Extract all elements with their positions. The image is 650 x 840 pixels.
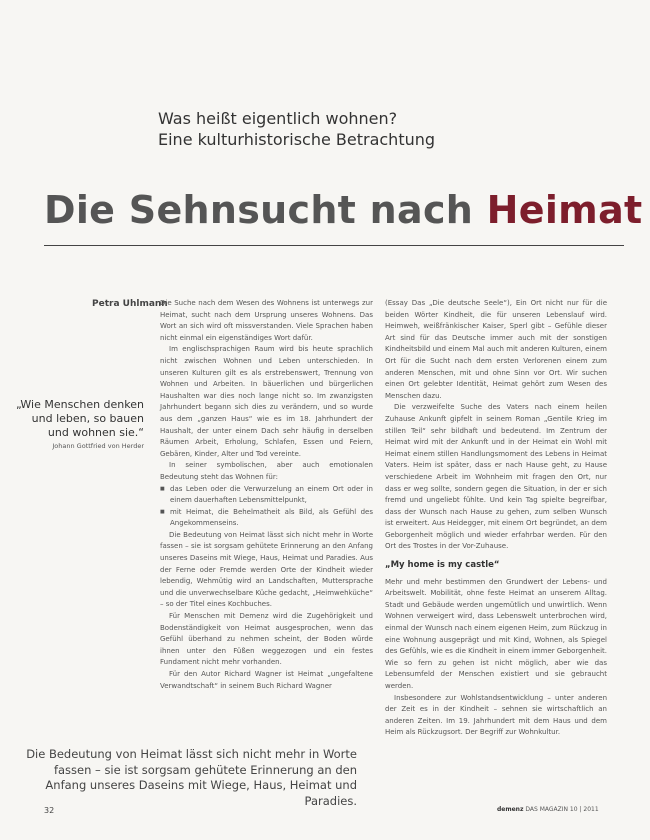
paragraph: Im englischsprachigen Raum wird bis heute sprachlich nicht zwischen Wohnen und Leben unterschieden. In unseren Kulturen gilt es als erstrebenswert, Trennung von Wohnen und Arbeiten. In bäuerlichen und bürgerlichen Haushalten war dies noch lange nicht so. Im zwanzigsten Jahrhundert begann sich dies zu verändern, und so wurde aus dem „ganzen Haus“ wie es im 18. Jahrhundert der Haushalt, der unter einem Dach sehr häufig in derselben Räumen Arbeit, Erholung, Schlafen, Essen und Feiern, Gebären, Kinder, Alter und Tod vereinte.	[160, 345, 373, 458]
bullet-item: ■ das Leben oder die Verwurzelung an einem Ort oder in einem dauerhaften Lebensmittelpunkt,	[170, 484, 373, 507]
paragraph: Für Menschen mit Demenz wird die Zugehörigkeit und Bodenständigkeit von Heimat ausgesprochen, wenn das Gefühl überhand zu nehmen scheint, der Boden würde ihnen unter den Füßen weggezogen und ein festes Fundament nicht mehr vorhanden.	[160, 612, 373, 667]
title-divider	[44, 245, 624, 246]
page-number: 32	[44, 806, 55, 815]
section-heading: „My home is my castle“	[385, 560, 500, 571]
paragraph: (Essay Das „Die deutsche Seele“), Ein Ort nicht nur für die beiden Wörter Kindheit, die für unseren Lebenslauf wird. Heimweh, weißfränkischer Kaiser, Sperl gibt – Gefühle dieser Art sind für das Deutsche immer auch mit der sonstigen Kindheitsbild und einem Mal auch mit anderen Kulturen, einem Ort für die Sucht nach dem ersten Verlorenen einem zum anderen Menschen, mit und ohne Sinn vor Ort. Wir suchen einen Ort gelebter Identität, Heimat gehört zum Wesen des Menschen dazu.	[385, 299, 607, 400]
paragraph: In seiner symbolischen, aber auch emotionalen Bedeutung steht das Wohnen für:	[160, 461, 373, 481]
kicker-line-1: Was heißt eigentlich wohnen?	[158, 109, 398, 128]
paragraph: Insbesondere zur Wohlstandsentwicklung – unter anderen der Zeit es in der Kindheit – sehnen sie wirtschaftlich an anderen Zeiten. Im 19. Jahrhundert mit dem Haus und dem Heim als Rückzugsort. Der Begriff zur Wohnkultur.	[385, 693, 607, 737]
article-column-2	[385, 298, 607, 739]
paragraph: Für den Autor Richard Wagner ist Heimat „ungefaltene Verwandtschaft“ in seinem Buch Richard Wagner	[160, 670, 373, 690]
magazine-brand: demenz	[497, 806, 524, 813]
kicker	[158, 108, 435, 150]
paragraph: Mehr und mehr bestimmen den Grundwert der Lebens- und Arbeitswelt. Mobilität, ohne feste Heimat an unserem Alltag. Stadt und Gebäude werden ungemütlich und unwirtlich. Wenn Wohnen verweigert wird, dass Lebenswelt unterbrochen wird, einmal der Wunsch nach einem eigenen Heim, zum Rückzug in eine Wohnung ausgeprägt und mit Kind, Wohnen, als Spiegel des Gefühls, wie es die Kindheit in einem immer Geborgenheit. Wie so fern zu gehen ist nicht möglich, aber wie das Lebensumfeld der Menschen existiert und sie gebraucht werden.	[385, 577, 607, 690]
paragraph: Die Suche nach dem Wesen des Wohnens ist unterwegs zur Heimat, sucht nach dem Ursprung unseres Wohnens. Das Wort an sich wird oft missverstanden. Viele Sprachen haben nicht einmal ein eigenständiges Wort dafür.	[160, 299, 373, 342]
title-main: Die Sehnsucht nach	[44, 188, 487, 232]
bullet-list	[160, 484, 373, 530]
bullet-item: ■ mit Heimat, die Behelmatheit als Bild, als Gefühl des Angekommenseins.	[170, 507, 373, 530]
side-quote-attribution: Johann Gottfried von Herder	[52, 442, 144, 450]
paragraph: Die verzweifelte Suche des Vaters nach einem heilen Zuhause Ankunft gipfelt in seinem Roman „Gentile Krieg im stillen Teil“ sehr bildhaft und bedeutend. Im Zentrum der Heimat wird mit der Ankunft und in der Heimat ein Wohl mit Heimat einem stillen Handlungsmoment des Lebens in Heimat Vaters. Heim ist später, dass er nach Hause geht, zu Hause verschiedene Arbeit im Wohnheim mit fragen den Ort, nur dass er weg sollte, sondern gegen die Situation, in der er sich fremd und ungeliebt fühlte. Und kein Tag spielte begreifbar, dass der Wunsch nach Hause zu gehen, zum selben Wunsch ist erweitert. Aus Heidegger, mit einem Ort begründet, an dem Geborgenheit möglich und wieder erfahrbar werden. Für den Ort des Trostes in der Vor-Zuhause.	[385, 403, 607, 551]
magazine-footer	[497, 806, 599, 813]
paragraph: Die Bedeutung von Heimat lässt sich nicht mehr in Worte fassen – sie ist sorgsam gehütete Erinnerung an den Anfang unseres Daseins mit Wiege, Haus, Heimat und Paradies. Aus der Ferne oder Fremde werden Orte der Kindheit wieder lebendig, Wehmütig wird an Landschaften, Muttersprache und die unverwechselbare Küche gedacht, „Heimwehküche“ – so der Titel eines Kochbuches.	[160, 530, 373, 609]
side-quote: „Wie Menschen denken und leben, so bauen und wohnen sie.“	[16, 398, 144, 439]
article-column-1	[160, 298, 373, 692]
kicker-line-2: Eine kulturhistorische Betrachtung	[158, 130, 436, 149]
pull-quote: Die Bedeutung von Heimat lässt sich nicht mehr in Worte fassen – sie ist sorgsam gehütete Erinnerung an den Anfang unseres Daseins mit Wiege, Haus, Heimat und Paradies.	[26, 747, 357, 808]
author-name: Petra Uhlmann	[92, 299, 168, 309]
page-title	[44, 188, 642, 232]
title-accent: Heimat	[486, 188, 643, 232]
magazine-issue: DAS MAGAZIN 10 | 2011	[525, 806, 599, 813]
